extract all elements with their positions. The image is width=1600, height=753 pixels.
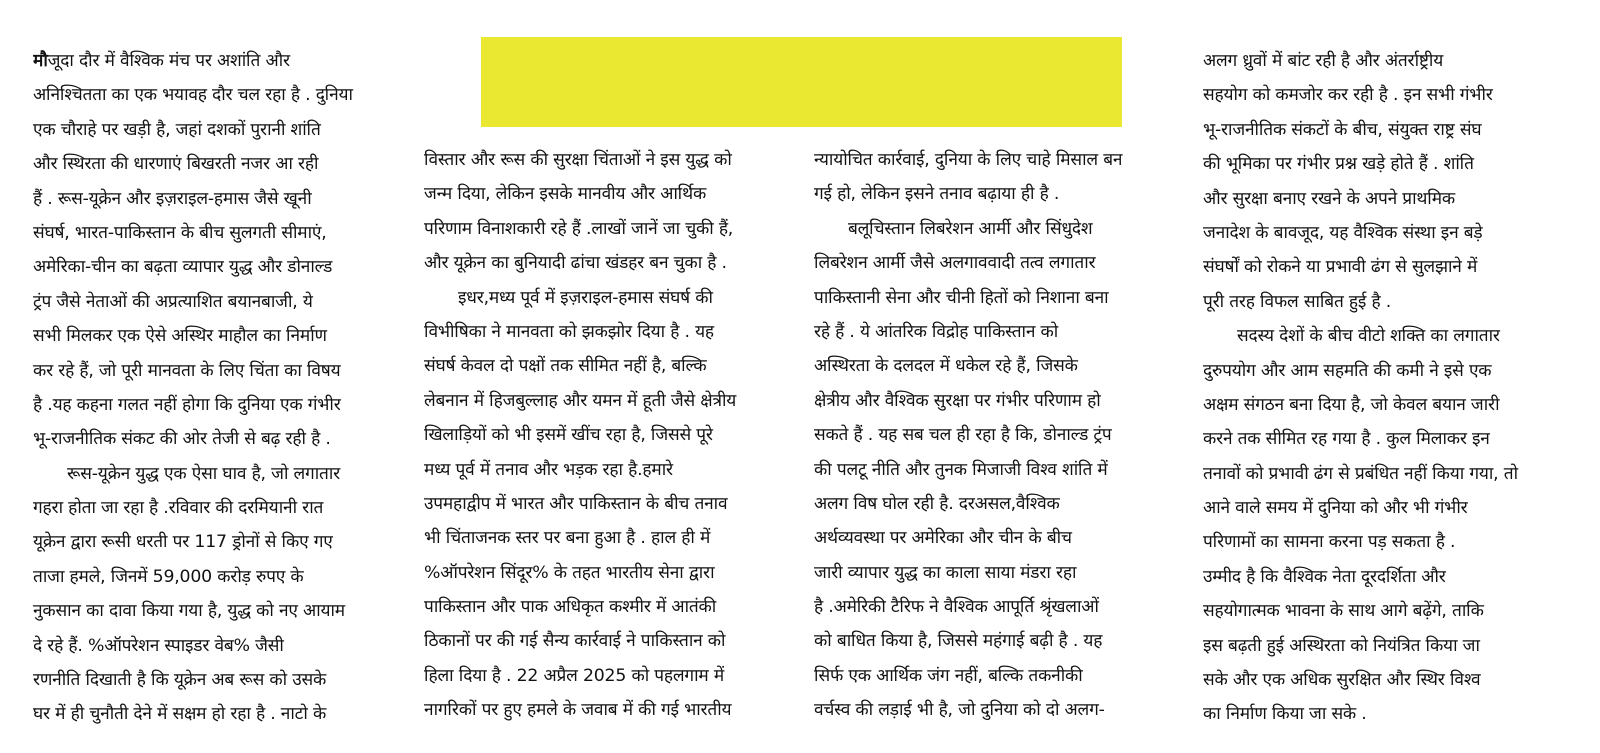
- paragraph-line: हिला दिया है . 22 अप्रैल 2025 को पहलगाम में: [424, 665, 724, 686]
- paragraph-line: संघर्ष केवल दो पक्षों तक सीमित नहीं है, बल्कि: [424, 356, 707, 377]
- paragraph-line: अर्थव्यवस्था पर अमेरिका और चीन के बीच: [814, 528, 1072, 549]
- paragraph-line: लिबरेशन आर्मी जैसे अलगाववादी तत्व लगातार: [814, 253, 1096, 274]
- paragraph-line: पाकिस्तान और पाक अधिकृत कश्मीर में आतंकी: [424, 597, 717, 618]
- paragraph-line: उपमहाद्वीप में भारत और पाकिस्तान के बीच तनाव: [424, 493, 728, 514]
- paragraph-line: परिणामों का सामना करना पड़ सकता है .: [1203, 532, 1456, 553]
- paragraph-line: परिणाम विनाशकारी रहे हैं .लाखों जानें जा चुकी हैं,: [424, 218, 734, 239]
- paragraph-line: घर में ही चुनौती देने में सक्षम हो रहा है . नाटो के: [33, 704, 327, 724]
- paragraph-line: विभीषिका ने मानवता को झकझोर दिया है . यह: [424, 321, 714, 342]
- paragraph-line: नागरिकों पर हुए हमले के जवाब में की गई भारतीय: [424, 700, 732, 721]
- paragraph-line: सभी मिलकर एक ऐसे अस्थिर माहौल का निर्माण: [33, 326, 327, 347]
- paragraph-line: तनावों को प्रभावी ढंग से प्रबंधित नहीं किया गया, तो: [1203, 463, 1518, 484]
- paragraph-line: रूस-यूक्रेन युद्ध एक ऐसा घाव है, जो लगातार: [67, 463, 341, 484]
- paragraph-line: ठिकानों पर की गई सैन्य कार्रवाई ने पाकिस्तान को: [424, 631, 726, 652]
- paragraph-line: जनादेश के बावजूद, यह वैश्विक संस्था इन बड़े: [1203, 222, 1483, 243]
- paragraph-line: एक चौराहे पर खड़ी है, जहां दशकों पुरानी शांति: [33, 119, 321, 140]
- paragraph-line: कर रहे हैं, जो पूरी मानवता के लिए चिंता का विषय: [33, 360, 341, 381]
- paragraph-line: की भूमिका पर गंभीर प्रश्न खड़े होते हैं . शांति: [1203, 154, 1474, 175]
- paragraph-line: को बाधित किया है, जिससे महंगाई बढ़ी है . यह: [814, 631, 1103, 652]
- paragraph-line: सके और एक अधिक सुरक्षित और स्थिर विश्व: [1203, 670, 1481, 691]
- highlight-banner: [481, 37, 1122, 127]
- paragraph-line: न्यायोचित कार्रवाई, दुनिया के लिए चाहे मिसाल बन: [814, 150, 1123, 170]
- paragraph-line: ट्रंप जैसे नेताओं की अप्रत्याशित बयानबाजी, ये: [33, 291, 313, 312]
- paragraph-line: भू-राजनीतिक संकट की ओर तेजी से बढ़ रही है .: [33, 429, 331, 450]
- paragraph-line: मौजूदा दौर में वैश्विक मंच पर अशांति और: [33, 51, 290, 71]
- paragraph-line: %ऑपरेशन सिंदूर% के तहत भारतीय सेना द्वारा: [424, 562, 715, 583]
- paragraph-line: भी चिंताजनक स्तर पर बना हुआ है . हाल ही में: [424, 528, 711, 549]
- paragraph-line: करने तक सीमित रह गया है . कुल मिलाकर इन: [1203, 429, 1490, 450]
- paragraph-line: जन्म दिया, लेकिन इसके मानवीय और आर्थिक: [424, 184, 707, 205]
- paragraph-line: यूक्रेन द्वारा रूसी धरती पर 117 ड्रोनों से किए गए: [33, 532, 333, 553]
- drop-cap: मौ: [33, 51, 48, 71]
- paragraph-line: वर्चस्व की लड़ाई भी है, जो दुनिया को दो अलग-: [814, 700, 1105, 721]
- paragraph-line: की पलटू नीति और तुनक मिजाजी विश्व शांति में: [814, 459, 1108, 480]
- paragraph-line: सकते हैं . यह सब चल ही रहा है कि, डोनाल्ड ट्रंप: [814, 425, 1112, 446]
- paragraph-line: दुरुपयोग और आम सहमति की कमी ने इसे एक: [1203, 360, 1492, 381]
- article-column-2: [424, 143, 792, 723]
- paragraph-line: संघर्षों को रोकने या प्रभावी ढंग से सुलझाने में: [1203, 257, 1478, 278]
- paragraph-line: लेबनान में हिजबुल्लाह और यमन में हूती जैसे क्षेत्रीय: [424, 390, 737, 411]
- paragraph-line: और यूक्रेन का बुनियादी ढांचा खंडहर बन चुका है .: [424, 253, 727, 274]
- article-column-1: [33, 44, 401, 724]
- paragraph-line: इधर,मध्य पूर्व में इज़राइल-हमास संघर्ष की: [458, 287, 713, 308]
- paragraph-line: क्षेत्रीय और वैश्विक सुरक्षा पर गंभीर परिणाम हो: [814, 390, 1101, 411]
- paragraph-line: है .यह कहना गलत नहीं होगा कि दुनिया एक गंभीर: [33, 394, 341, 415]
- paragraph-line: सिर्फ एक आर्थिक जंग नहीं, बल्कि तकनीकी: [814, 665, 1083, 686]
- paragraph-line: बलूचिस्तान लिबरेशन आर्मी और सिंधुदेश: [848, 218, 1093, 239]
- paragraph-line: जारी व्यापार युद्ध का काला साया मंडरा रहा: [814, 562, 1077, 583]
- paragraph-line: हैं . रूस-यूक्रेन और इज़राइल-हमास जैसे खूनी: [33, 188, 312, 209]
- paragraph-line: अलग विष घोल रही है. दरअसल,वैश्विक: [814, 493, 1060, 514]
- paragraph-line: है .अमेरिकी टैरिफ ने वैश्विक आपूर्ति श्रृंखलाओं: [814, 597, 1099, 618]
- paragraph-line: ताजा हमले, जिनमें 59,000 करोड़ रुपए के: [33, 566, 304, 587]
- paragraph-line: अस्थिरता के दलदल में धकेल रहे हैं, जिसके: [814, 356, 1078, 377]
- paragraph-line: भू-राजनीतिक संकटों के बीच, संयुक्त राष्ट्र संघ: [1203, 119, 1482, 140]
- paragraph-line: अनिश्चितता का एक भयावह दौर चल रहा है . दुनिया: [33, 85, 353, 106]
- paragraph-line: का निर्माण किया जा सके .: [1203, 704, 1367, 724]
- paragraph-line: और स्थिरता की धारणाएं बिखरती नजर आ रही: [33, 154, 319, 175]
- paragraph-line: पाकिस्तानी सेना और चीनी हितों को निशाना बना: [814, 287, 1109, 308]
- paragraph-line: खिलाड़ियों को भी इसमें खींच रहा है, जिससे पूरे: [424, 425, 713, 446]
- paragraph-line: इस बढ़ती हुई अस्थिरता को नियंत्रित किया जा: [1203, 635, 1480, 656]
- paragraph-line: सहयोग को कमजोर कर रही है . इन सभी गंभीर: [1203, 85, 1493, 106]
- paragraph-line: गहरा होता जा रहा है .रविवार की दरमियानी रात: [33, 498, 324, 519]
- paragraph-line: रणनीति दिखाती है कि यूक्रेन अब रूस को उसके: [33, 670, 327, 691]
- paragraph-line: विस्तार और रूस की सुरक्षा चिंताओं ने इस युद्ध को: [424, 150, 732, 170]
- paragraph-line: रहे हैं . ये आंतरिक विद्रोह पाकिस्तान को: [814, 321, 1059, 342]
- paragraph-line: सदस्य देशों के बीच वीटो शक्ति का लगातार: [1237, 326, 1500, 347]
- paragraph-line: अलग ध्रुवों में बांट रही है और अंतर्राष्ट्रीय: [1203, 51, 1444, 71]
- paragraph-line: आने वाले समय में दुनिया को और भी गंभीर: [1203, 498, 1468, 519]
- paragraph-line: उम्मीद है कि वैश्विक नेता दूरदर्शिता और: [1203, 566, 1446, 587]
- paragraph-line: दे रहे हैं. %ऑपरेशन स्पाइडर वेब% जैसी: [33, 635, 284, 656]
- article-column-4: [1203, 44, 1571, 724]
- paragraph-line: और सुरक्षा बनाए रखने के अपने प्राथमिक: [1203, 188, 1455, 209]
- paragraph-line: पूरी तरह विफल साबित हुई है .: [1203, 291, 1392, 312]
- paragraph-line: सहयोगात्मक भावना के साथ आगे बढ़ेंगे, ताकि: [1203, 601, 1484, 622]
- paragraph-line: संघर्ष, भारत-पाकिस्तान के बीच सुलगती सीमाएं,: [33, 222, 327, 243]
- paragraph-line: गई हो, लेकिन इसने तनाव बढ़ाया ही है .: [814, 184, 1060, 205]
- paragraph-line: नुकसान का दावा किया गया है, युद्ध को नए आयाम: [33, 601, 345, 622]
- paragraph-line: अक्षम संगठन बना दिया है, जो केवल बयान जारी: [1203, 394, 1500, 415]
- paragraph-line: मध्य पूर्व में तनाव और भड़क रहा है.हमारे: [424, 459, 673, 480]
- article-column-3: [814, 143, 1182, 723]
- paragraph-line: अमेरिका-चीन का बढ़ता व्यापार युद्ध और डोनाल्ड: [33, 257, 333, 278]
